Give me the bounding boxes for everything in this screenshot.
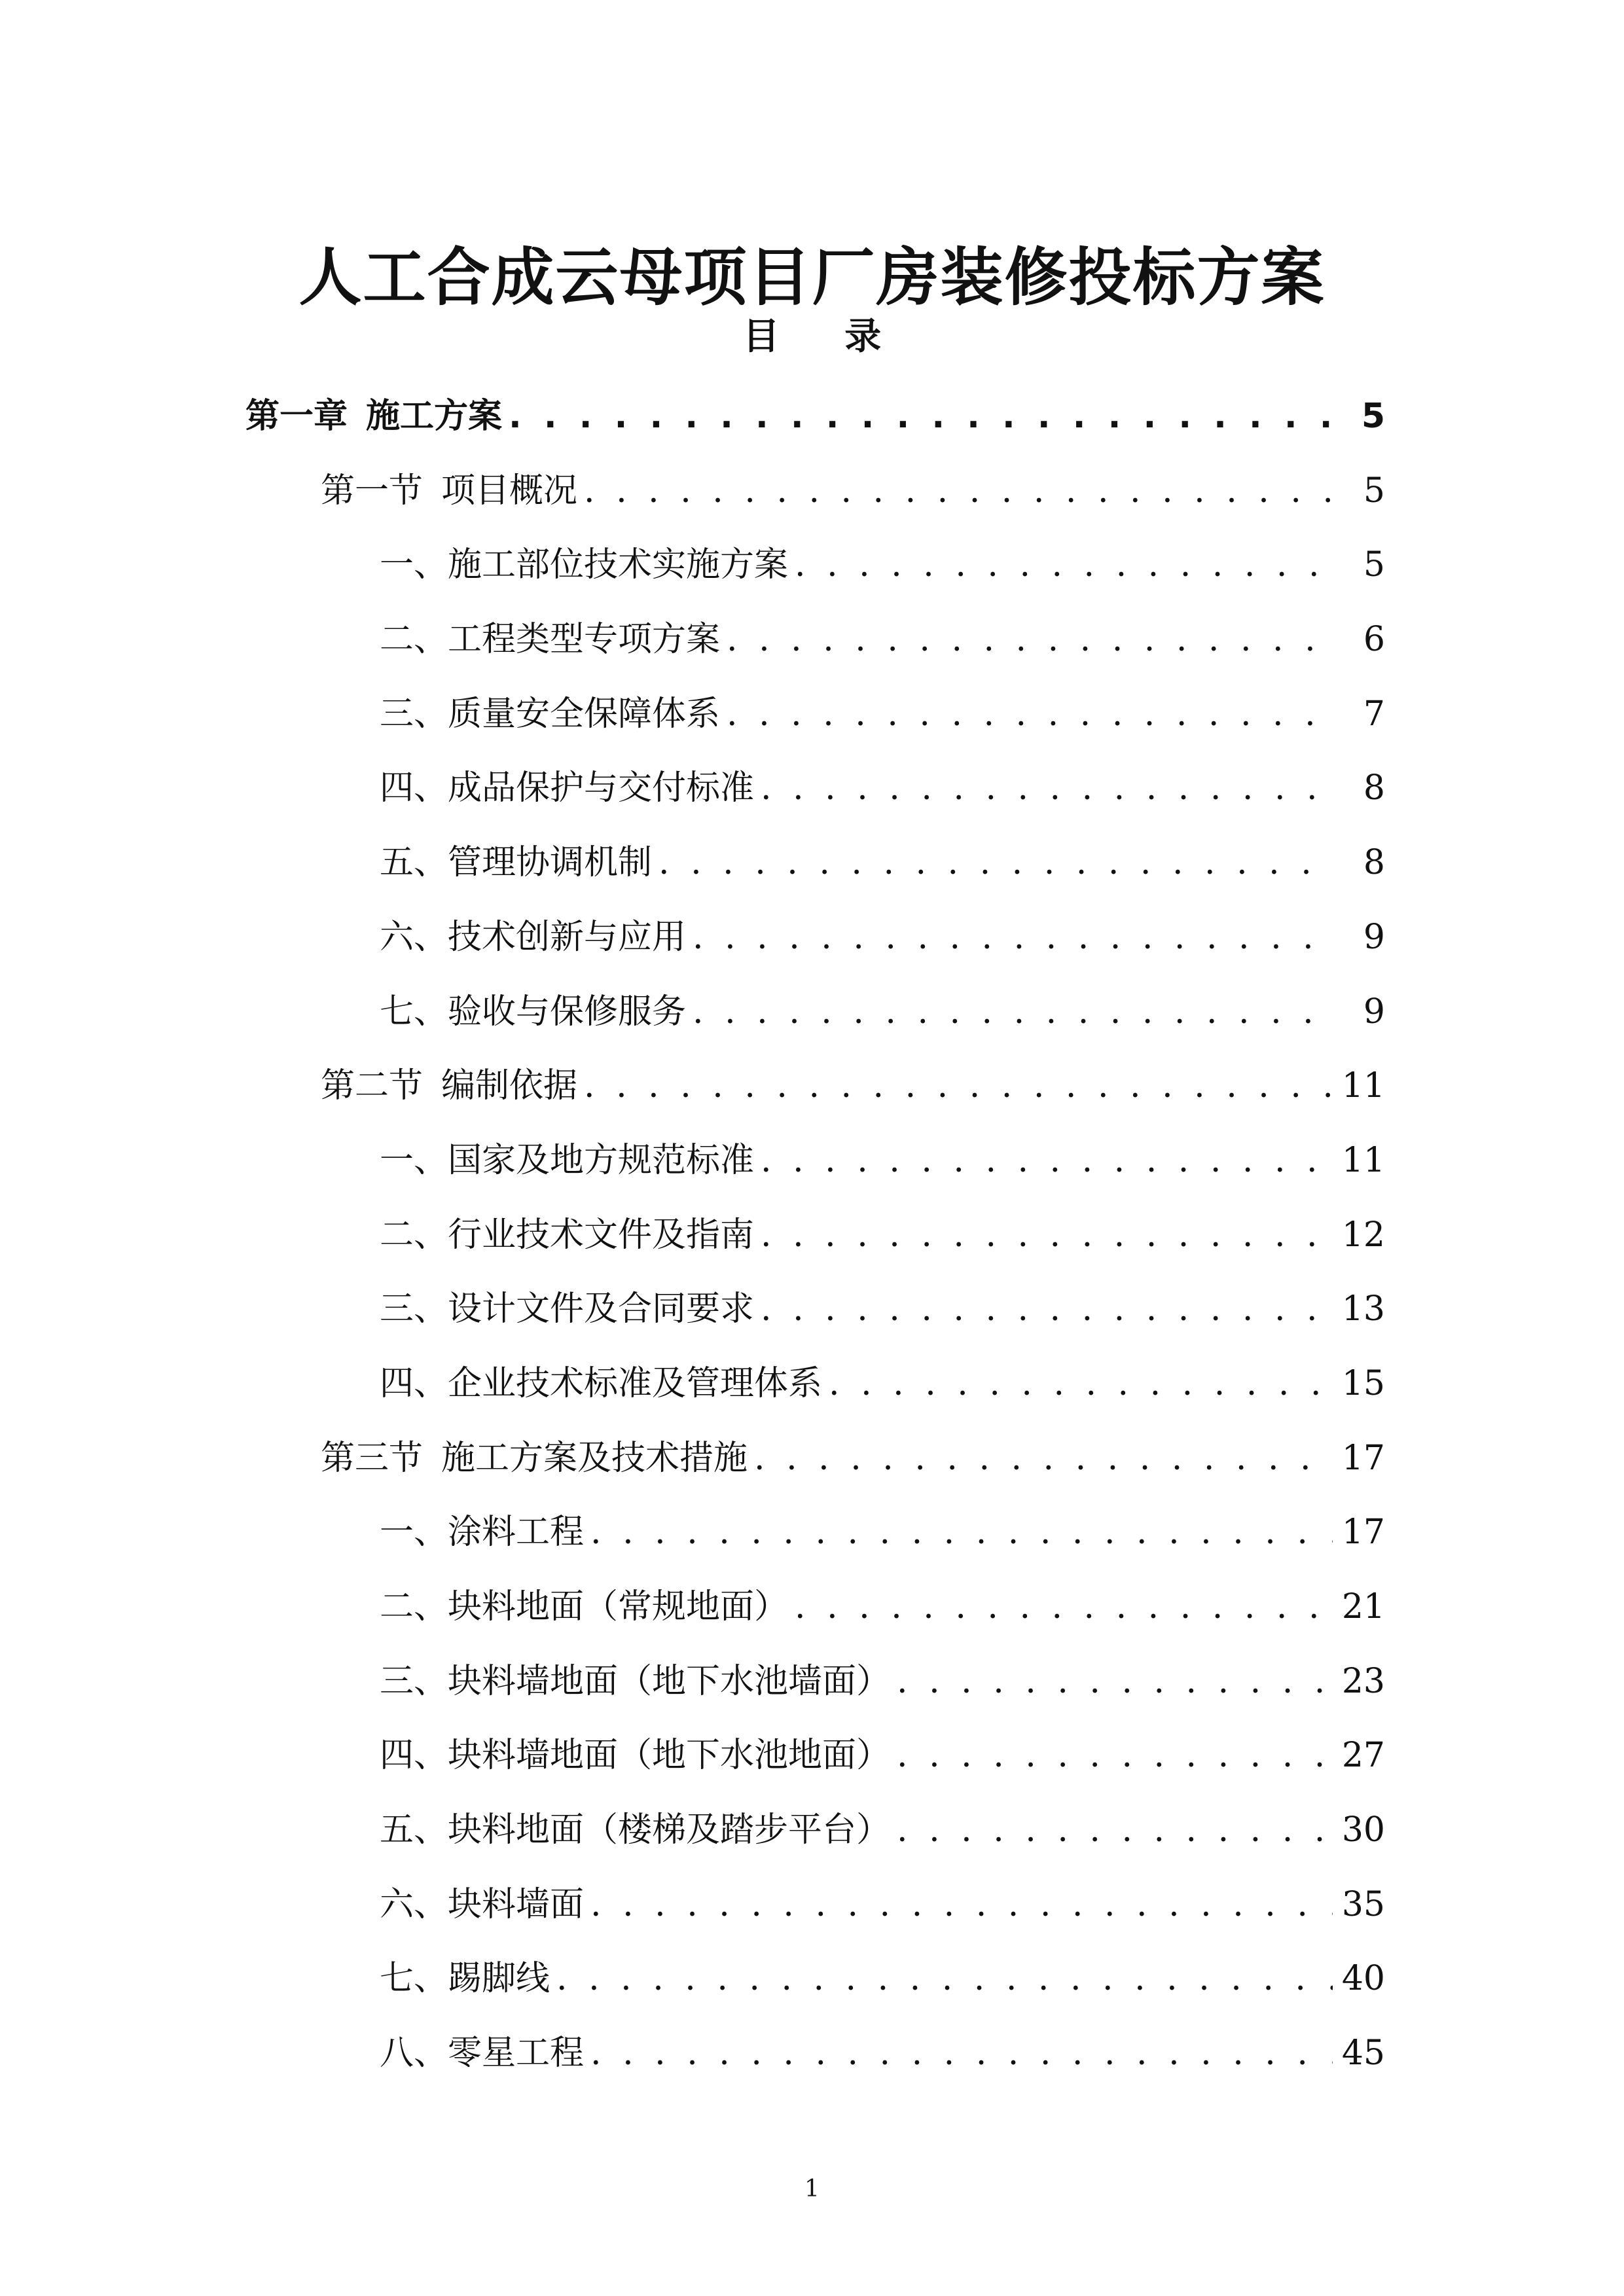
toc-entry-number: 第三节 [321,1438,424,1478]
toc-entry-number: 四、 [380,1363,448,1403]
toc-entry-number: 一、 [380,1140,448,1180]
toc-entry-page: 13 [1341,1289,1385,1329]
toc-entry-number: 四、 [380,1736,448,1776]
toc-entry-page: 7 [1363,694,1385,734]
toc-entry-label: 验收与保修服务 [448,992,687,1031]
toc-entry-page: 9 [1363,917,1385,957]
toc-leader-dots [590,2017,1333,2091]
toc-entry-label: 块料地面（常规地面） [448,1587,789,1626]
toc-entry-page: 45 [1341,2034,1385,2073]
toc-leader-dots [795,528,1333,603]
toc-entry-page: 15 [1341,1363,1385,1403]
toc-entry[interactable] [0,826,1624,901]
toc-entry-label: 施工部位技术实施方案 [448,545,789,585]
toc-entry[interactable] [0,1793,1624,1868]
toc-entry-label: 块料墙地面（地下水池地面） [448,1736,891,1776]
toc-entry[interactable] [0,1570,1624,1645]
toc-entry[interactable] [0,1272,1624,1347]
toc-leader-dots [761,751,1333,826]
toc-leader-dots [761,1124,1333,1198]
toc-entry[interactable] [0,1942,1624,2017]
toc-entry-page: 11 [1341,1140,1385,1180]
toc-entry-page: 6 [1363,620,1385,660]
toc-leader-dots [509,380,1333,454]
toc-entry-page: 17 [1341,1513,1385,1552]
toc-entry-label: 涂料工程 [448,1513,585,1552]
toc-entry-number: 三、 [380,1289,448,1329]
toc-leader-dots [897,1645,1333,1719]
toc-leader-dots [897,1793,1333,1868]
toc-entry-page: 23 [1341,1661,1385,1701]
toc-entry[interactable] [0,1719,1624,1793]
toc-leader-dots [795,1570,1333,1645]
toc-leader-dots [761,1198,1333,1273]
toc-entry-number: 六、 [380,1884,448,1924]
toc-entry-number: 五、 [380,843,448,883]
toc-entry-page: 35 [1341,1884,1385,1924]
toc-leader-dots [590,1868,1333,1943]
toc-entry[interactable] [0,528,1624,603]
toc-leader-dots [590,1496,1333,1570]
toc-entry[interactable] [0,751,1624,826]
page-number: 1 [804,2176,820,2202]
toc-entry[interactable] [0,1049,1624,1124]
toc-entry-page: 11 [1341,1066,1385,1106]
toc-entry-number: 二、 [380,1215,448,1255]
toc-entry-label: 踢脚线 [448,1959,550,1999]
toc-entry-page: 5 [1361,397,1385,436]
toc-leader-dots [693,901,1333,975]
toc-entry-number: 六、 [380,917,448,957]
toc-entry[interactable] [0,380,1624,454]
toc-entry-number: 第一节 [321,471,424,511]
toc-entry-number: 四、 [380,768,448,808]
toc-entry-label: 工程类型专项方案 [448,620,721,660]
toc-entry-label: 施工方案 [366,397,503,436]
toc-entry-number: 第一章 [245,397,348,436]
toc-entry-label: 施工方案及技术措施 [441,1438,748,1478]
toc-entry[interactable] [0,1124,1624,1198]
toc-entry-page: 8 [1363,843,1385,883]
toc-entry-label: 企业技术标准及管理体系 [448,1363,823,1403]
toc-entry[interactable] [0,454,1624,529]
toc-entry-number: 七、 [380,1959,448,1999]
toc-leader-dots [584,454,1333,529]
toc-entry-page: 12 [1341,1215,1385,1255]
toc-entry-number: 三、 [380,1661,448,1701]
toc-entry-page: 40 [1341,1959,1385,1999]
toc-entry[interactable] [0,1496,1624,1570]
toc-entry-label: 块料地面（楼梯及踏步平台） [448,1810,891,1850]
toc-entry-page: 21 [1341,1587,1385,1626]
toc-entry-number: 第二节 [321,1066,424,1106]
toc-leader-dots [761,1272,1333,1347]
toc-entry-page: 5 [1363,471,1385,511]
toc-entry-number: 五、 [380,1810,448,1850]
toc-entry-page: 17 [1341,1438,1385,1478]
toc-entry-page: 30 [1341,1810,1385,1850]
document-title: 人工合成云母项目厂房装修投标方案 [298,241,1326,315]
toc-entry-page: 9 [1363,992,1385,1031]
toc-entry-label: 成品保护与交付标准 [448,768,755,808]
toc-entry[interactable] [0,1645,1624,1719]
toc-entry-page: 5 [1363,545,1385,585]
toc-entry-label: 零星工程 [448,2034,585,2073]
toc-entry[interactable] [0,2017,1624,2091]
toc-entry-page: 27 [1341,1736,1385,1776]
toc-entry-label: 管理协调机制 [448,843,653,883]
toc-entry-number: 二、 [380,620,448,660]
toc-entry-number: 三、 [380,694,448,734]
toc-heading: 目 录 [742,315,908,358]
toc-entry-label: 编制依据 [441,1066,578,1106]
toc-entry-label: 设计文件及合同要求 [448,1289,755,1329]
toc-entry-label: 质量安全保障体系 [448,694,721,734]
toc-entry-label: 块料墙面 [448,1884,585,1924]
toc-entry-label: 块料墙地面（地下水池墙面） [448,1661,891,1701]
toc-entry-number: 八、 [380,2034,448,2073]
toc-leader-dots [659,826,1333,901]
toc-entry[interactable] [0,1422,1624,1496]
toc-leader-dots [556,1942,1333,2017]
toc-leader-dots [897,1719,1333,1793]
toc-entry-number: 七、 [380,992,448,1031]
toc-entry-number: 一、 [380,545,448,585]
toc-entry-label: 技术创新与应用 [448,917,687,957]
toc-leader-dots [829,1347,1333,1422]
toc-entry[interactable] [0,901,1624,975]
toc-entry-label: 项目概况 [441,471,578,511]
toc-entry-page: 8 [1363,768,1385,808]
toc-entry[interactable] [0,1868,1624,1943]
toc-entry-label: 行业技术文件及指南 [448,1215,755,1255]
toc-leader-dots [693,975,1333,1050]
toc-leader-dots [727,677,1333,752]
table-of-contents [0,380,1624,2091]
toc-entry[interactable] [0,1198,1624,1273]
toc-entry[interactable] [0,603,1624,677]
toc-leader-dots [584,1049,1333,1124]
toc-leader-dots [727,603,1333,677]
toc-entry-number: 一、 [380,1513,448,1552]
toc-leader-dots [754,1422,1333,1496]
toc-entry-label: 国家及地方规范标准 [448,1140,755,1180]
toc-entry[interactable] [0,975,1624,1050]
toc-entry[interactable] [0,677,1624,752]
toc-entry[interactable] [0,1347,1624,1422]
toc-entry-number: 二、 [380,1587,448,1626]
